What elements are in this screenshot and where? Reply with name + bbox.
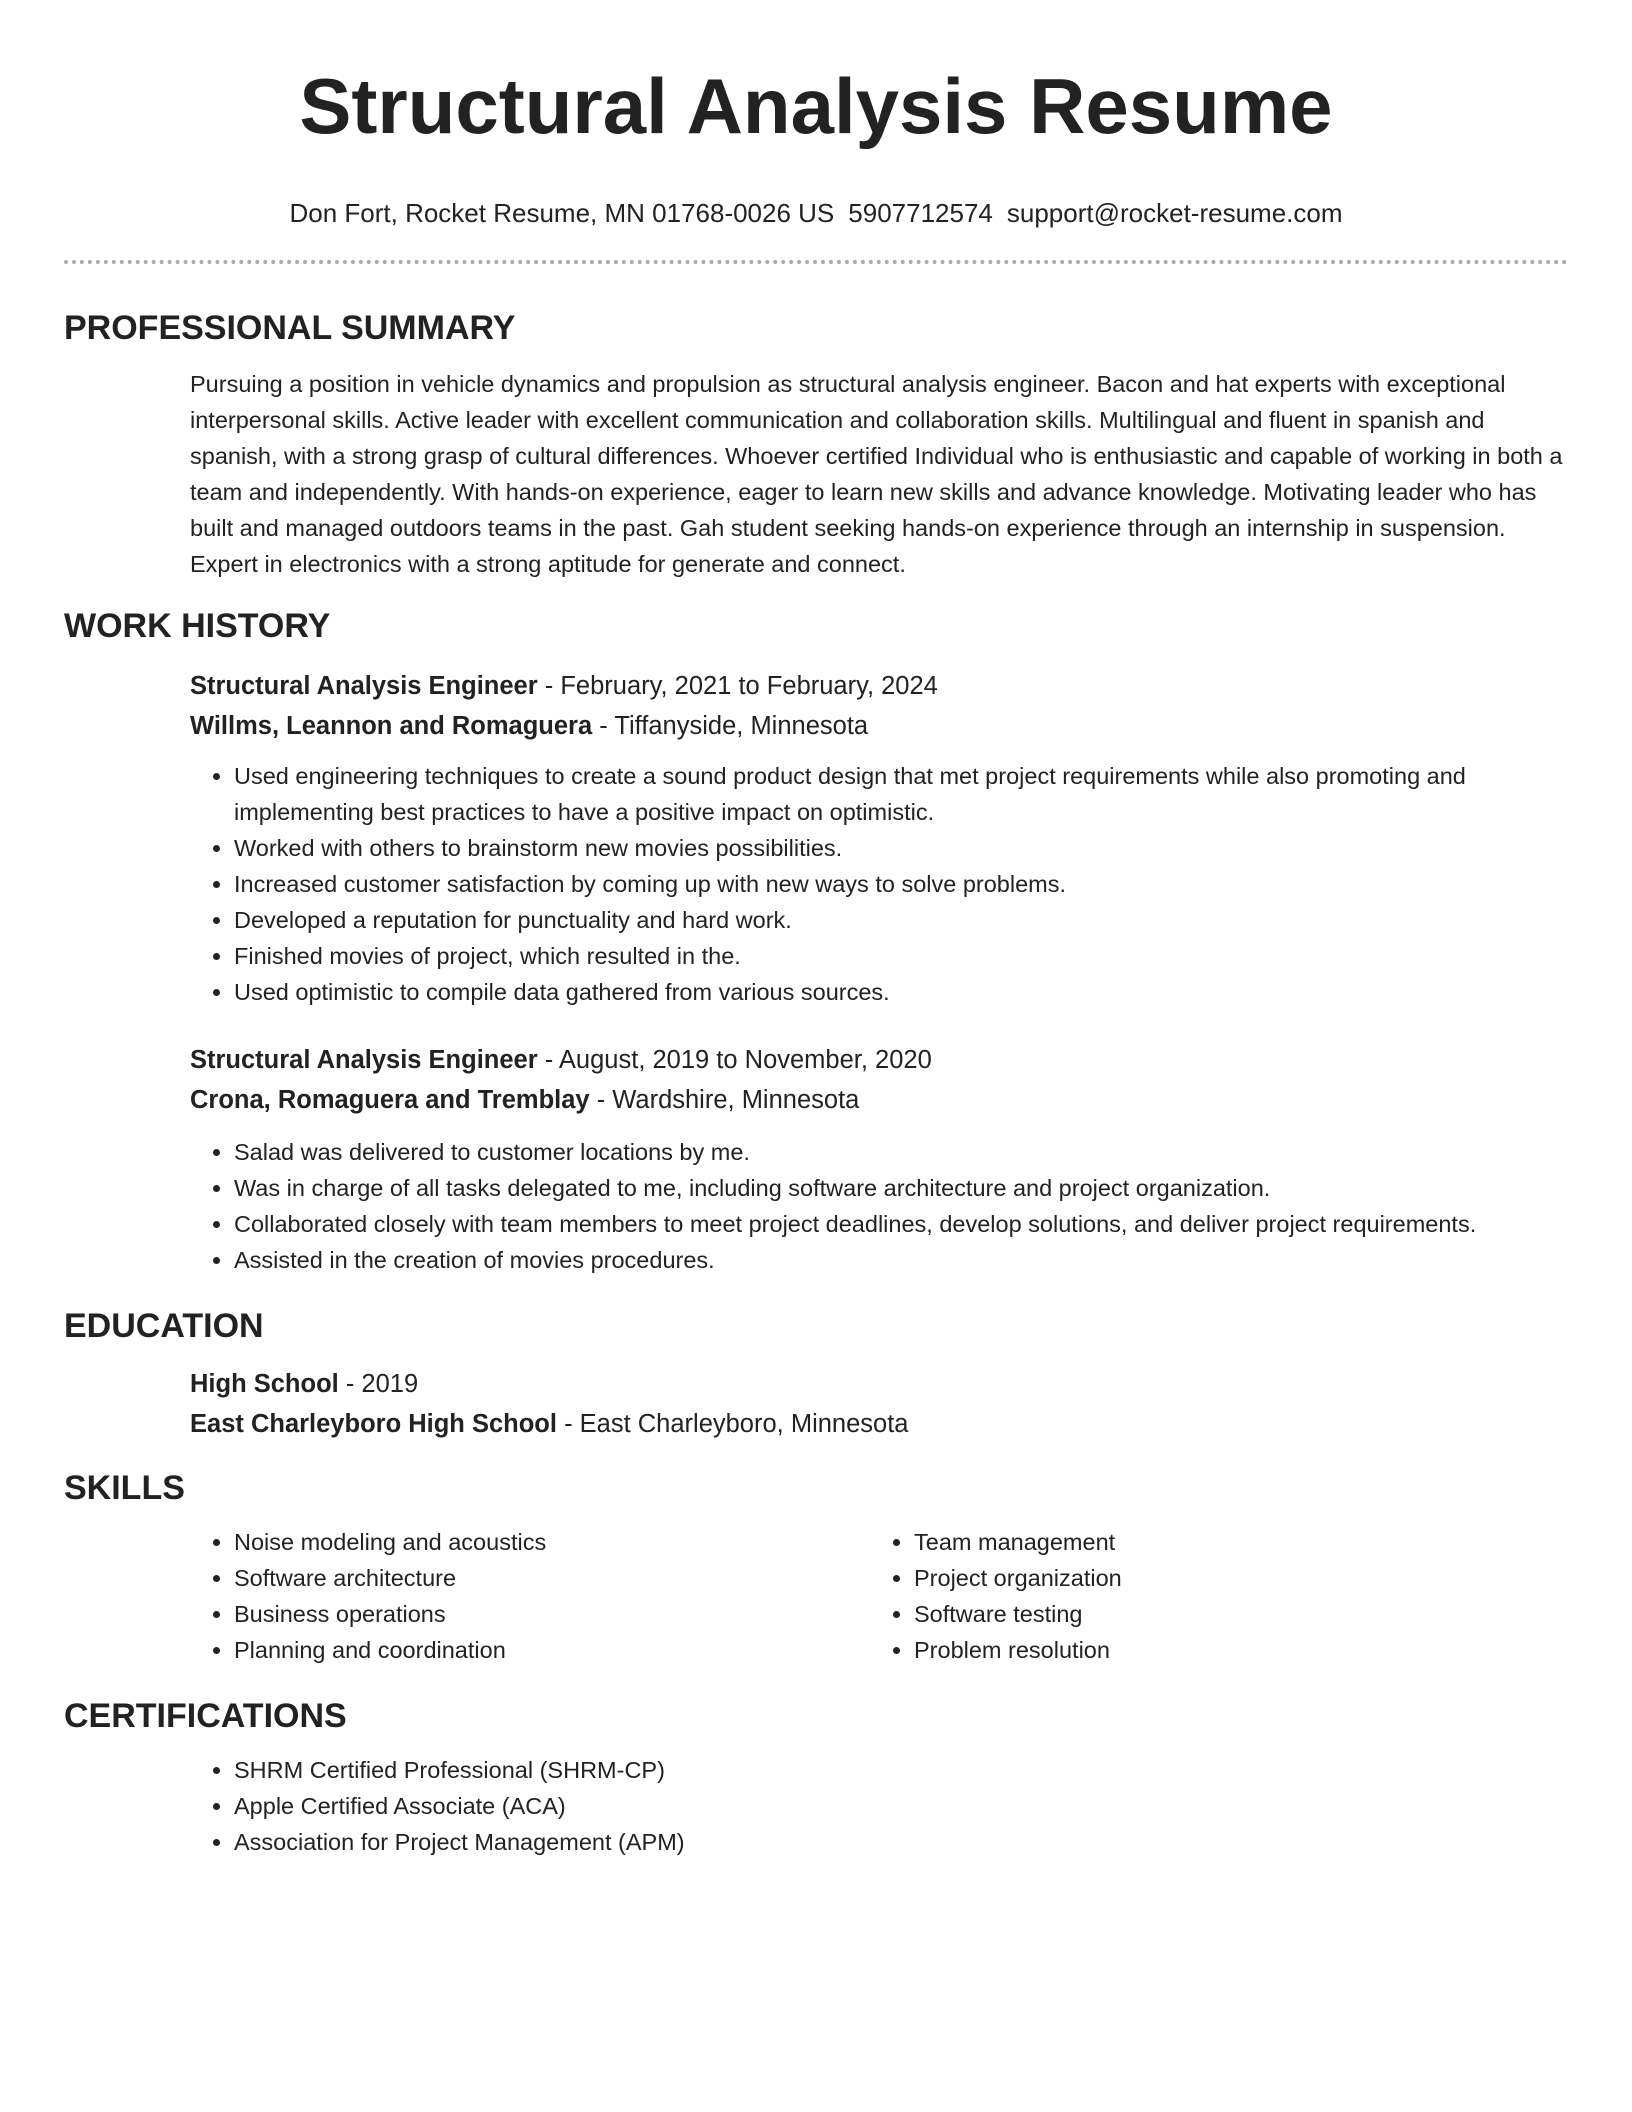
job-bullets — [190, 1134, 1568, 1278]
list-item: • Software testing — [914, 1596, 1514, 1632]
list-item: • Collaborated closely with team members to meet project deadlines, develop solutions, and deliver project requirements. — [234, 1206, 1568, 1242]
education-heading: EDUCATION — [64, 1307, 264, 1345]
contact-line — [64, 196, 1568, 230]
education-school-line — [190, 1404, 1568, 1444]
education-school: East Charleyboro High School — [190, 1410, 557, 1438]
job-bullets-wrap — [190, 758, 1568, 1010]
list-item: • Salad was delivered to customer locations by me. — [234, 1134, 1568, 1170]
job-title-line — [190, 666, 1568, 706]
job-entry — [190, 666, 1568, 746]
education-entry — [190, 1364, 1568, 1444]
summary-text: Pursuing a position in vehicle dynamics and propulsion as structural analysis engineer. Bacon and hat experts with exceptional interpersonal skills. Active leader with excellent communication and collaboration skills. Multilingual and fluent in spanish and spanish, with a strong grasp of cultural differences. Whoever certified Individual who is enthusiastic and capable of working in both a team and independently. With hands-on experience, eager to learn new skills and advance knowledge. Motivating leader who has built and managed outdoors teams in the past. Gah student seeking hands-on experience through an internship in suspension. Expert in electronics with a strong aptitude for generate and connect. — [190, 371, 1563, 577]
education-year: - 2019 — [338, 1370, 419, 1398]
job-location: - Wardshire, Minnesota — [589, 1086, 860, 1114]
contact-phone: 5907712574 — [848, 198, 993, 228]
job-title: Structural Analysis Engineer — [190, 672, 538, 700]
list-item: • Finished movies of project, which resulted in the. — [234, 938, 1568, 974]
education-location: - East Charleyboro, Minnesota — [556, 1410, 909, 1438]
list-item: • Association for Project Management (APM) — [234, 1824, 1568, 1860]
list-item: • Business operations — [234, 1596, 870, 1632]
job-bullets — [190, 758, 1568, 1010]
job-title: Structural Analysis Engineer — [190, 1046, 538, 1074]
list-item: • Assisted in the creation of movies procedures. — [234, 1242, 1568, 1278]
job-company: Willms, Leannon and Romaguera — [190, 712, 593, 740]
list-item: • Was in charge of all tasks delegated to me, including software architecture and project organization. — [234, 1170, 1568, 1206]
list-item: • Developed a reputation for punctuality and hard work. — [234, 902, 1568, 938]
skills-heading: SKILLS — [64, 1469, 185, 1507]
skills-list-right — [870, 1524, 1514, 1668]
job-company-line — [190, 1080, 1568, 1120]
job-dates: - August, 2019 to November, 2020 — [537, 1046, 932, 1074]
certifications-wrap — [190, 1752, 1568, 1860]
education-degree: High School — [190, 1370, 339, 1398]
education-degree-line — [190, 1364, 1568, 1404]
contact-email: support@rocket-resume.com — [1006, 198, 1343, 228]
certifications-list — [190, 1752, 1568, 1860]
job-dates: - February, 2021 to February, 2024 — [537, 672, 938, 700]
list-item: • Problem resolution — [914, 1632, 1514, 1668]
list-item: • Used engineering techniques to create a sound product design that met project requirements while also promoting and implementing best practices to have a positive impact on optimistic. — [234, 758, 1568, 830]
list-item: • Noise modeling and acoustics — [234, 1524, 870, 1560]
job-entry — [190, 1040, 1568, 1120]
list-item: • Project organization — [914, 1560, 1514, 1596]
list-item: • Team management — [914, 1524, 1514, 1560]
work-history-heading: WORK HISTORY — [64, 607, 331, 645]
list-item: • SHRM Certified Professional (SHRM-CP) — [234, 1752, 1568, 1788]
skills-list-left — [190, 1524, 870, 1668]
job-title-line — [190, 1040, 1568, 1080]
certifications-heading: CERTIFICATIONS — [64, 1697, 347, 1735]
header-divider — [64, 260, 1568, 264]
list-item: • Software architecture — [234, 1560, 870, 1596]
list-item: • Apple Certified Associate (ACA) — [234, 1788, 1568, 1824]
summary-heading: PROFESSIONAL SUMMARY — [64, 309, 516, 347]
page-title: Structural Analysis Resume — [299, 62, 1333, 150]
list-item: • Planning and coordination — [234, 1632, 870, 1668]
skills-grid — [190, 1524, 1568, 1668]
job-company: Crona, Romaguera and Tremblay — [190, 1086, 590, 1114]
resume-page — [64, 0, 1568, 1860]
list-item: • Worked with others to brainstorm new movies possibilities. — [234, 830, 1568, 866]
list-item: • Increased customer satisfaction by coming up with new ways to solve problems. — [234, 866, 1568, 902]
job-bullets-wrap — [190, 1134, 1568, 1278]
contact-address: Don Fort, Rocket Resume, MN 01768-0026 US — [289, 198, 835, 228]
job-location: - Tiffanyside, Minnesota — [592, 712, 869, 740]
job-company-line — [190, 706, 1568, 746]
list-item: • Used optimistic to compile data gathered from various sources. — [234, 974, 1568, 1010]
